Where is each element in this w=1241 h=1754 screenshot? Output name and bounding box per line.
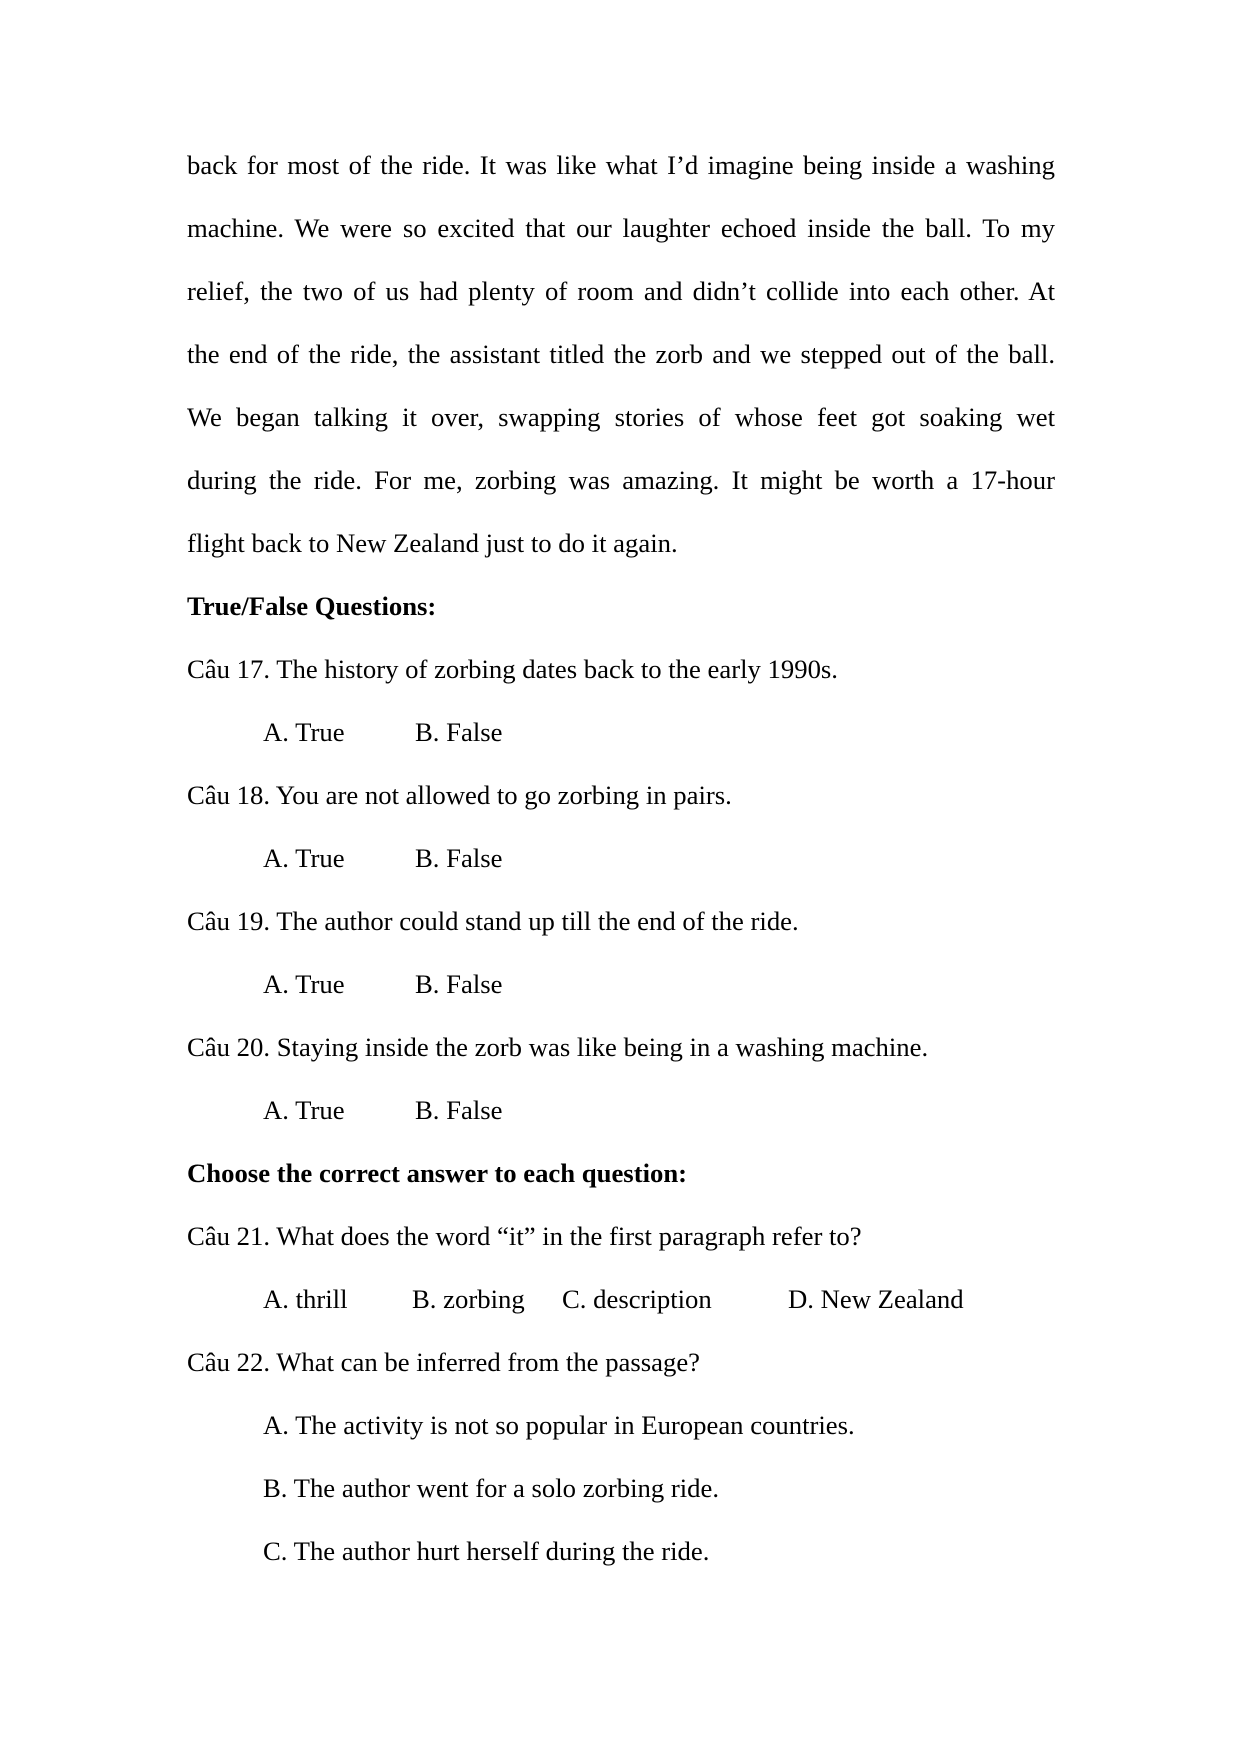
passage-line: We began talking it over, swapping stories of whose feet got soaking wet [187,402,1055,432]
passage-line: machine. We were so excited that our laughter echoed inside the ball. To my [187,213,1055,243]
question-prompt-19: Câu 19. The author could stand up till the end of the ride. [187,906,799,936]
passage-line: back for most of the ride. It was like what I’d imagine being inside a washing [187,150,1055,180]
option-18-a: A. True [263,843,345,873]
passage-line: during the ride. For me, zorbing was amazing. It might be worth a 17-hour [187,465,1055,495]
passage-line: the end of the ride, the assistant titled the zorb and we stepped out of the ball. [187,339,1055,369]
option-19-b: B. False [415,969,503,999]
option-22-c: C. The author hurt herself during the ride. [263,1536,710,1566]
option-21-d: D. New Zealand [788,1284,964,1314]
answer-options-row-20 [187,1079,1055,1142]
option-20-a: A. True [263,1095,345,1125]
document-content [187,134,1055,1583]
answer-options-row-21 [187,1268,1055,1331]
section-heading-true-false: True/False Questions: [187,591,437,621]
option-22-a: A. The activity is not so popular in European countries. [263,1410,855,1440]
answer-options-row-19 [187,953,1055,1016]
option-21-a: A. thrill [263,1284,348,1314]
option-21-b: B. zorbing [412,1284,525,1314]
option-18-b: B. False [415,843,503,873]
passage-line: flight back to New Zealand just to do it again. [187,528,678,558]
question-prompt-18: Câu 18. You are not allowed to go zorbing in pairs. [187,780,732,810]
option-21-c: C. description [562,1284,712,1314]
option-22-b: B. The author went for a solo zorbing ride. [263,1473,720,1503]
option-19-a: A. True [263,969,345,999]
question-prompt-17: Câu 17. The history of zorbing dates back to the early 1990s. [187,654,838,684]
answer-options-row-17 [187,701,1055,764]
option-20-b: B. False [415,1095,503,1125]
option-17-b: B. False [415,717,503,747]
question-prompt-22: Câu 22. What can be inferred from the passage? [187,1347,701,1377]
answer-options-row-18 [187,827,1055,890]
passage-line: relief, the two of us had plenty of room and didn’t collide into each other. At [187,276,1055,306]
question-prompt-21: Câu 21. What does the word “it” in the first paragraph refer to? [187,1221,862,1251]
section-heading-multiple-choice: Choose the correct answer to each question: [187,1158,688,1188]
option-17-a: A. True [263,717,345,747]
question-prompt-20: Câu 20. Staying inside the zorb was like being in a washing machine. [187,1032,929,1062]
